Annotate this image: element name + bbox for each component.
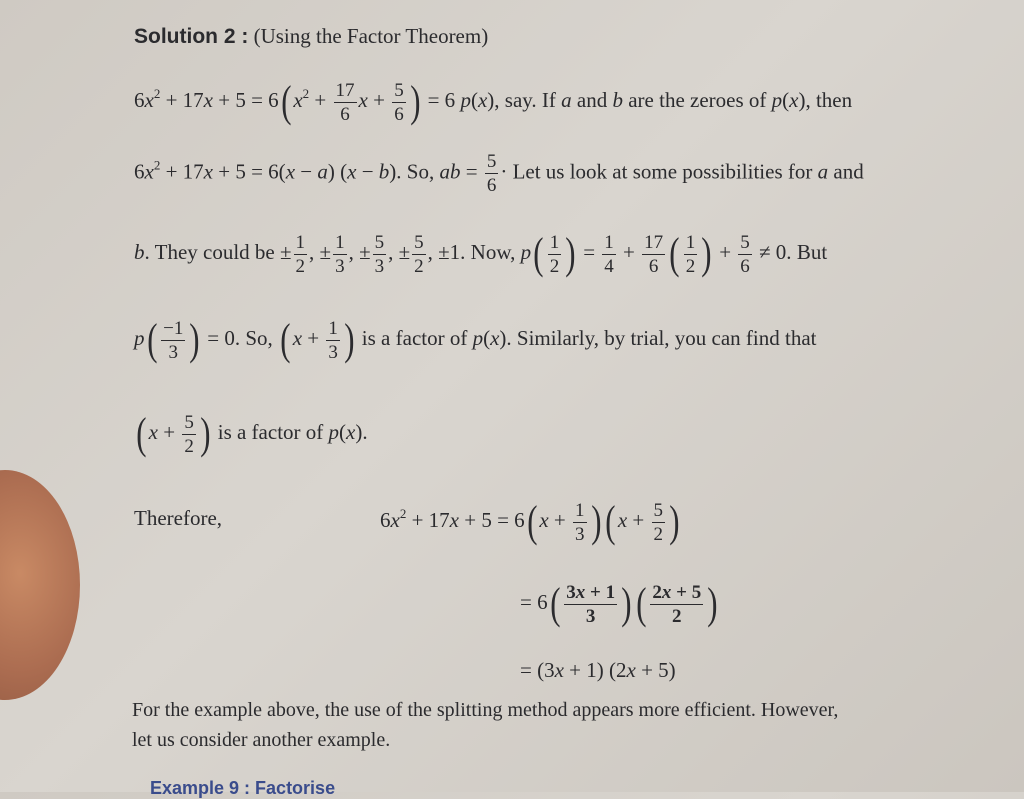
solution-heading	[134, 26, 488, 47]
therefore-label: Therefore,	[134, 506, 223, 530]
so-text-2: So,	[245, 325, 273, 350]
equation-line-2: $6x^2 + 17x + 5 = 6(x - a) (x - b)$. So, ab = $\frac{5}{6}$ · Let us look at some possibilities for a and	[134, 151, 864, 196]
possibilities-text: Let us look at some possibilities for	[512, 159, 813, 184]
then-text: then	[815, 87, 853, 112]
equation-line-3: b. They could be ± $\frac{1}{2}$ , ± $\frac{1}{3}$ , ± $\frac{5}{3}$ , ± $\frac{5}{2}$ , ±1. Now, p( $\frac{1}{2}$ ) = $\frac{1}{4}$ + $\frac{17}{6}$ ( $\frac{1}{2}$ ) + $\frac{5}{6}$ ≠ 0. But	[134, 229, 828, 278]
finger-thumb	[0, 470, 80, 700]
similarly-text: Similarly, by trial, you can find that	[516, 325, 817, 350]
var-b: b	[612, 87, 623, 112]
solution-method: (Using the Factor Theorem)	[253, 24, 489, 48]
result-line-1: $6x^2 + 17x + 5 = 6$( x + $\frac{1}{3}$ )( x + $\frac{5}{2}$ )	[380, 497, 680, 546]
equation-line-4: p( $\frac{-1}{3}$ ) = 0. So, ( x + $\frac{1}{3}$ ) is a factor of p(x). Similarly, by trial, you can find that	[134, 315, 817, 364]
solution-label: Solution 2 :	[134, 25, 249, 48]
now-text: Now,	[470, 239, 516, 264]
result-line-2: = 6( $\frac{3x + 1}{3}$ )( $\frac{2x + 5}{2}$ )	[520, 579, 718, 628]
next-example-heading: Example 9 : Factorise	[150, 778, 336, 798]
factor-text: is a factor of	[361, 325, 468, 350]
so-text: So,	[406, 159, 435, 184]
var-b-2: b	[134, 239, 145, 264]
closing-line-2: let us consider another example.	[132, 729, 391, 751]
equation-line-1: $6x^2 + 17x + 5 = 6$( $x^2$ + $\frac{17}{6}$ x + $\frac{5}{6}$ ) = 6 p(x), say. If a and b are the zeroes of p(x), then	[134, 77, 853, 126]
factor-text-2: is a factor of	[217, 419, 324, 444]
var-a-2: a	[817, 159, 829, 184]
but-text: But	[796, 239, 828, 264]
and-text-2: and	[833, 159, 864, 184]
zeroes-text: are the zeroes of	[628, 87, 767, 112]
could-be-text: . They could be	[144, 239, 275, 264]
equation-line-5: ( x + $\frac{5}{2}$ ) is a factor of p(x).	[136, 409, 368, 458]
closing-line-1: For the example above, the use of the splitting method appears more efficient. However,	[132, 699, 839, 721]
result-line-3: = (3x + 1) (2x + 5)	[520, 658, 676, 682]
say-text: say. If	[504, 87, 556, 112]
and-text: and	[576, 87, 608, 112]
var-a: a	[561, 87, 572, 112]
